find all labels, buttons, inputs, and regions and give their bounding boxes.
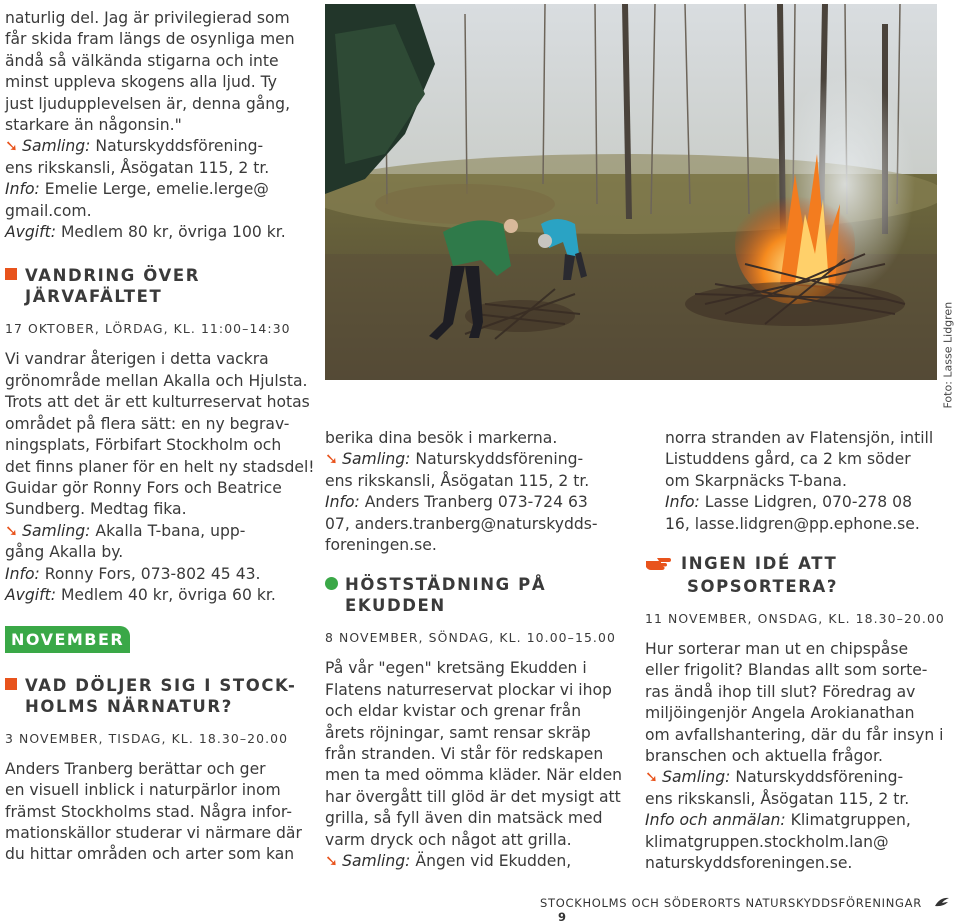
event2-samling: ➘ Samling: Naturskyddsförening- ens rikskansli, Åsögatan 115, 2 tr. bbox=[325, 450, 590, 490]
photo-illustration bbox=[325, 4, 937, 380]
pointing-hand-icon bbox=[645, 555, 671, 576]
event3-title: HÖSTSTÄDNING PÅ EKUDDEN bbox=[325, 574, 625, 616]
event2-title: VAD DÖLJER SIG I STOCK- HOLMS NÄRNATUR? bbox=[5, 675, 315, 717]
arrow-icon: ➘ bbox=[325, 450, 339, 469]
column-left bbox=[5, 8, 315, 866]
page-footer bbox=[540, 896, 960, 924]
leaf-icon bbox=[934, 896, 950, 910]
event3-samling: ➘ Samling: Ängen vid Ekudden, bbox=[325, 852, 572, 871]
publication-name: STOCKHOLMS OCH SÖDERORTS NATURSKYDDSFÖRENINGAR bbox=[540, 896, 922, 910]
event1-body: Vi vandrar återigen i detta vackra grönområde mellan Akalla och Hjulsta. Trots att det är ett kulturreservat hotas området på flera sätt: en ny begrav- ningsplats, Förbifart Stockholm och det finns planer för en helt ny stadsdel! Guidar gör Ronny Fors och Beatrice Sundberg. Medtag fika. bbox=[5, 350, 315, 519]
event4-samling: ➘ Samling: Naturskyddsförening- ens rikskansli, Åsögatan 115, 2 tr. bbox=[645, 768, 910, 808]
event2-continued: berika dina besök i markerna. bbox=[325, 429, 558, 447]
page-number: 9 bbox=[558, 910, 567, 924]
event3-body: På vår "egen" kretsäng Ekudden i Flatens naturreservat plockar vi ihop och eldar kvistar och grenar från årets röjningar, samt rensar skräp från stranden. Vi står för redskapen men ta med oömma kläder. När elden har övergått till glöd är det mysigt att grilla, så fyll även din matsäck med varm dryck och något att grilla. bbox=[325, 659, 623, 849]
arrow-icon: ➘ bbox=[5, 137, 19, 156]
event4-body: Hur sorterar man ut en chipspåse eller frigolit? Blandas allt som sorte- ras ändå ihop till slut? Föredrag av miljöingenjör Angela Arokianathan om avfallshantering, där du får insyn i branschen och aktuella frågor. bbox=[645, 640, 944, 766]
orange-square-icon bbox=[5, 268, 17, 280]
event4-info: Info och anmälan: Klimatgruppen, klimatgruppen.stockholm.lan@ naturskyddsforeningen.se. bbox=[645, 811, 911, 873]
event0-info: Info: Emelie Lerge, emelie.lerge@ gmail.com. bbox=[5, 180, 269, 220]
event3-continued: norra stranden av Flatensjön, intill Listuddens gård, ca 2 km söder om Skarpnäcks T-bana. Info: Lasse Lidgren, 070-278 08 16, lasse.lidgren@pp.ephone.se. bbox=[665, 429, 934, 533]
photo-bonfire-clearing bbox=[325, 4, 937, 380]
event3-date: 8 NOVEMBER, SÖNDAG, KL. 10.00–15.00 bbox=[325, 630, 616, 646]
event1-info: Info: Ronny Fors, 073-802 45 43. bbox=[5, 564, 261, 583]
month-badge: NOVEMBER bbox=[5, 626, 130, 652]
arrow-icon: ➘ bbox=[325, 852, 339, 871]
event1-title: VANDRING ÖVER JÄRVAFÄLTET bbox=[5, 265, 315, 307]
event1-date: 17 OKTOBER, LÖRDAG, KL. 11:00–14:30 bbox=[5, 321, 291, 337]
event2-body: Anders Tranberg berättar och ger en visuell inblick i naturpärlor inom främst Stockholms stad. Några infor- mationskällor studerar vi närmare där du hittar områden och arter som kan bbox=[5, 759, 302, 864]
photo-credit: Foto: Lasse Lidgren bbox=[941, 301, 955, 409]
intro-text: naturlig del. Jag är privilegierad som får skida fram längs de osynliga men ändå så välkända stigarna och inte minst uppleva skogens alla ljud. Ty just ljudupplevelsen är, denna gång, starkare än någonsin." bbox=[5, 9, 295, 135]
arrow-icon: ➘ bbox=[645, 768, 659, 787]
event1-avgift: Avgift: Medlem 40 kr, övriga 60 kr. bbox=[5, 585, 276, 604]
event1-samling: ➘ Samling: Akalla T-bana, upp- gång Akalla by. bbox=[5, 521, 246, 562]
event0-avgift: Avgift: Medlem 80 kr, övriga 100 kr. bbox=[5, 223, 286, 242]
green-dot-icon bbox=[325, 577, 338, 590]
column-right bbox=[645, 428, 945, 875]
column-middle bbox=[325, 428, 625, 873]
event4-date: 11 NOVEMBER, ONSDAG, KL. 18.30–20.00 bbox=[645, 611, 945, 627]
orange-square-icon bbox=[5, 678, 17, 690]
event0-samling: ➘ Samling: Naturskyddsförening- ens rikskansli, Åsögatan 115, 2 tr. bbox=[5, 137, 270, 177]
event2-info: Info: Anders Tranberg 073-724 63 07, anders.tranberg@naturskydds- foreningen.se. bbox=[325, 493, 598, 555]
event2-date: 3 NOVEMBER, TISDAG, KL. 18.30–20.00 bbox=[5, 730, 289, 746]
arrow-icon: ➘ bbox=[5, 521, 19, 540]
event4-title: INGEN IDÉ ATT SOPSORTERA? bbox=[645, 553, 945, 597]
